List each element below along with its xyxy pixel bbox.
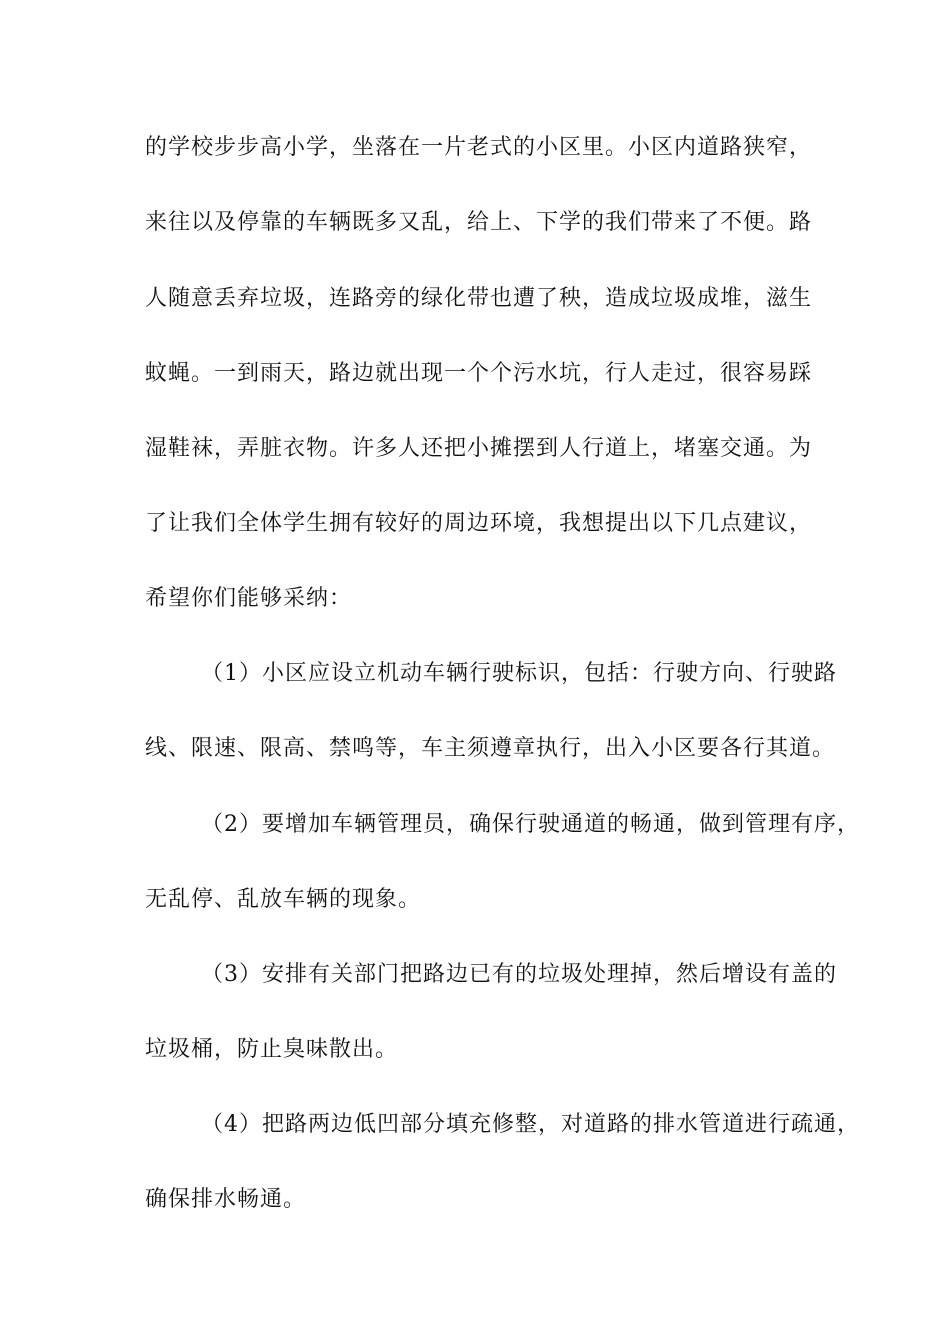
suggestion-4-line: 确保排水畅通。 xyxy=(145,1187,307,1212)
paragraph-line: 了让我们全体学生拥有较好的周边环境，我想提出以下几点建议， xyxy=(145,511,813,536)
suggestion-1-line: 线、限速、限高、禁鸣等，车主须遵章执行，出入小区要各行其道。 xyxy=(145,736,836,761)
suggestion-2-line: （2）要增加车辆管理员，确保行驶通道的畅通，做到管理有序， xyxy=(201,812,860,837)
suggestion-2-line: 无乱停、乱放车辆的现象。 xyxy=(145,887,422,912)
paragraph-line: 来往以及停靠的车辆既多又乱，给上、下学的我们带来了不便。路 xyxy=(145,210,813,235)
paragraph-line: 人随意丢弃垃圾，连路旁的绿化带也遭了秧，造成垃圾成堆，滋生 xyxy=(145,286,813,311)
paragraph-line: 的学校步步高小学，坐落在一片老式的小区里。小区内道路狭窄， xyxy=(145,135,813,160)
paragraph-line: 湿鞋袜，弄脏衣物。许多人还把小摊摆到人行道上，堵塞交通。为 xyxy=(145,436,813,461)
suggestion-3-line: 垃圾桶，防止臭味散出。 xyxy=(145,1037,399,1062)
paragraph-line: 希望你们能够采纳： xyxy=(145,586,353,611)
suggestion-1-line: （1）小区应设立机动车辆行驶标识，包括：行驶方向、行驶路 xyxy=(201,661,837,686)
paragraph-line: 蚊蝇。一到雨天，路边就出现一个个污水坑，行人走过，很容易踩 xyxy=(145,361,813,386)
suggestion-3-line: （3）安排有关部门把路边已有的垃圾处理掉，然后增设有盖的 xyxy=(201,962,837,987)
suggestion-4-line: （4）把路两边低凹部分填充修整，对道路的排水管道进行疏通， xyxy=(201,1112,860,1137)
